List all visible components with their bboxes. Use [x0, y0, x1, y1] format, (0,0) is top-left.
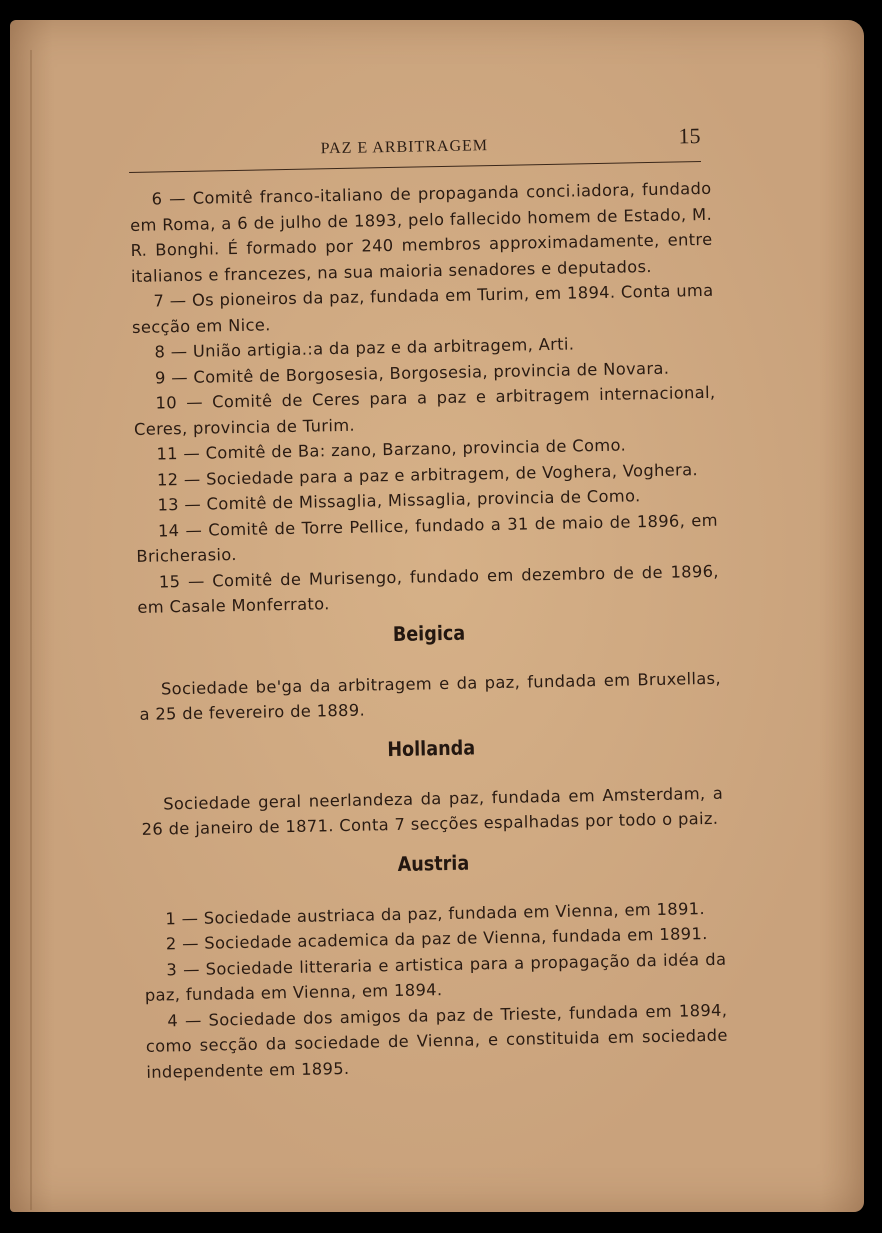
section-belgica: [138, 615, 722, 727]
page-fold-shadow: [30, 50, 32, 1210]
italia-list: [129, 176, 719, 621]
running-head: PAZ E ARBITRAGEM: [320, 137, 489, 158]
list-item: 10 — Comitê de Ceres para a paz e arbitragem internacional, Ceres, provincia de Turim.: [133, 382, 716, 439]
section-hollanda: [140, 730, 724, 842]
list-item: 6 — Comitê franco-italiano de propaganda conci.iadora, fundado em Roma, a 6 de julho de 1893, pelo fallecido homem de Estado, M. R. Bonghi. É formado por 240 membros approximadamente, entre italianos e francezes, na sua maioria senadores e deputados.: [129, 178, 713, 286]
header-rule: [129, 161, 701, 173]
page-header: [128, 105, 711, 160]
section-austria: [142, 845, 728, 1085]
list-item: Sociedade geral neerlandeza da paz, fundada em Amsterdam, a 26 de janeiro de 1871. Conta 7 secções espalhadas por todo o paiz.: [141, 783, 724, 839]
list-item: 7 — Os pioneiros da paz, fundada em Turim, em 1894. Conta uma secção em Nice.: [131, 280, 714, 337]
list-item: 15 — Comitê de Murisengo, fundado em dezembro de de 1896, em Casale Monferrato.: [137, 561, 720, 617]
section-heading-belgica: Beigica: [392, 620, 466, 646]
list-item: 2 — Sociedade academica da paz de Vienna, fundada em 1891.: [165, 924, 708, 954]
page-number: 15: [678, 123, 701, 149]
list-item: 1 — Sociedade austriaca da paz, fundada em Vienna, em 1891.: [165, 898, 706, 928]
list-item: 3 — Sociedade litteraria e artistica para a propagação da idéa da paz, fundada em Vienna, em 1894.: [144, 949, 727, 1005]
list-item: 8 — União artigia.:a da paz e da arbitragem, Arti.: [154, 334, 575, 362]
book-page: [10, 20, 864, 1212]
section-heading-austria: Austria: [397, 850, 470, 876]
list-item: 14 — Comitê de Torre Pellice, fundado a 31 de maio de 1896, em Bricherasio.: [136, 510, 719, 566]
list-item: 12 — Sociedade para a paz e arbitragem, de Voghera, Voghera.: [156, 459, 699, 490]
list-item: 11 — Comitê de Ba: zano, Barzano, provincia de Como.: [156, 435, 627, 464]
list-item: 13 — Comitê de Missaglia, Missaglia, provincia de Como.: [157, 486, 641, 515]
list-item: 9 — Comitê de Borgosesia, Borgosesia, provincia de Novara.: [154, 358, 670, 388]
page-text-block: [128, 105, 728, 1085]
list-item: 4 — Sociedade dos amigos da paz de Trieste, fundada em 1894, como secção da sociedade de Vienna, e constituida em sociedade independente em 1895.: [145, 1000, 728, 1082]
section-heading-hollanda: Hollanda: [387, 734, 476, 761]
list-item: Sociedade be'ga da arbitragem e da paz, fundada em Bruxellas, a 25 de fevereiro de 1889.: [139, 668, 722, 724]
